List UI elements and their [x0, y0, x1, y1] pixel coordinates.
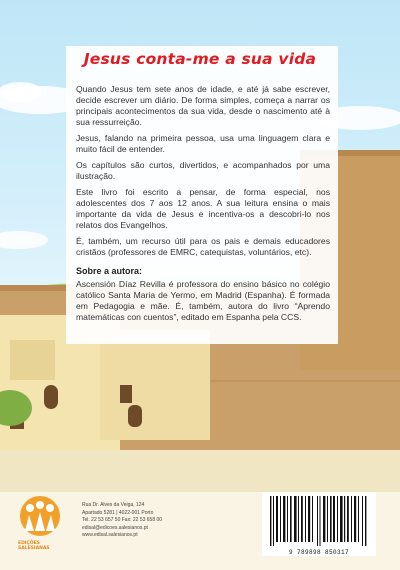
- blurb-paragraph: Este livro foi escrito a pensar, de forma especial, nos adolescentes dos 7 aos 12 anos. A sua leitura ensina o mais importante da vida de Jesus e incentiva-os a descobri-lo nos relatos dos Evangelhos.: [76, 187, 330, 230]
- author-heading: Sobre a autora:: [76, 266, 143, 276]
- publisher-logo-text: [18, 541, 50, 551]
- book-title: Jesus conta-me a sua vida: [83, 50, 317, 68]
- email-link[interactable]: edisal@edicoes.salesianos.pt: [82, 524, 148, 531]
- website-link[interactable]: www.edisal.salesianos.pt: [82, 532, 138, 538]
- address-line: Tel. 22 53 657 50 Fax: 22 53 658 00: [82, 517, 163, 523]
- address-line: Apartado 5281 | 4022-001 Porto: [82, 509, 154, 516]
- blurb-paragraph: Os capítulos são curtos, divertidos, e acompanhados por uma ilustração.: [76, 160, 330, 181]
- blurb-paragraph: Jesus, falando na primeira pessoa, usa uma linguagem clara e muito fácil de entender.: [76, 133, 330, 154]
- publisher-logo-line1: EDIÇÕES: [18, 541, 40, 546]
- publisher-address: [82, 502, 162, 540]
- publisher-logo-line2: SALESIANAS: [18, 546, 50, 551]
- address-line: Rua Dr. Alves da Veiga, 124: [82, 502, 145, 508]
- blurb-text: [76, 84, 330, 328]
- barcode: [262, 492, 376, 556]
- blurb-paragraph: Quando Jesus tem sete anos de idade, e até já sabe escrever, decide escrever um diário. De forma simples, começa a narrar os principais acontecimentos da sua vida, desde o nascimento até à sua ressurreição.: [76, 84, 330, 127]
- barcode-number: 9 789898 850317: [288, 549, 349, 556]
- author-bio: Ascensión Díaz Revilla é professora do ensino básico no colégio católico Santa Maria de Yermo, em Madrid (Espanha). É formada em Pedagogia e mãe. É, também, autora do livro “Aprendo matemáticas con cuentos”, editado em Espanha pela CCS.: [76, 279, 330, 322]
- barcode-bars-icon: [262, 494, 376, 550]
- blurb-paragraph: É, também, um recurso útil para os pais e demais educadores cristãos (professores de EMRC, catequistas, voluntários, etc).: [76, 236, 330, 257]
- publisher-logo-icon: [12, 493, 68, 539]
